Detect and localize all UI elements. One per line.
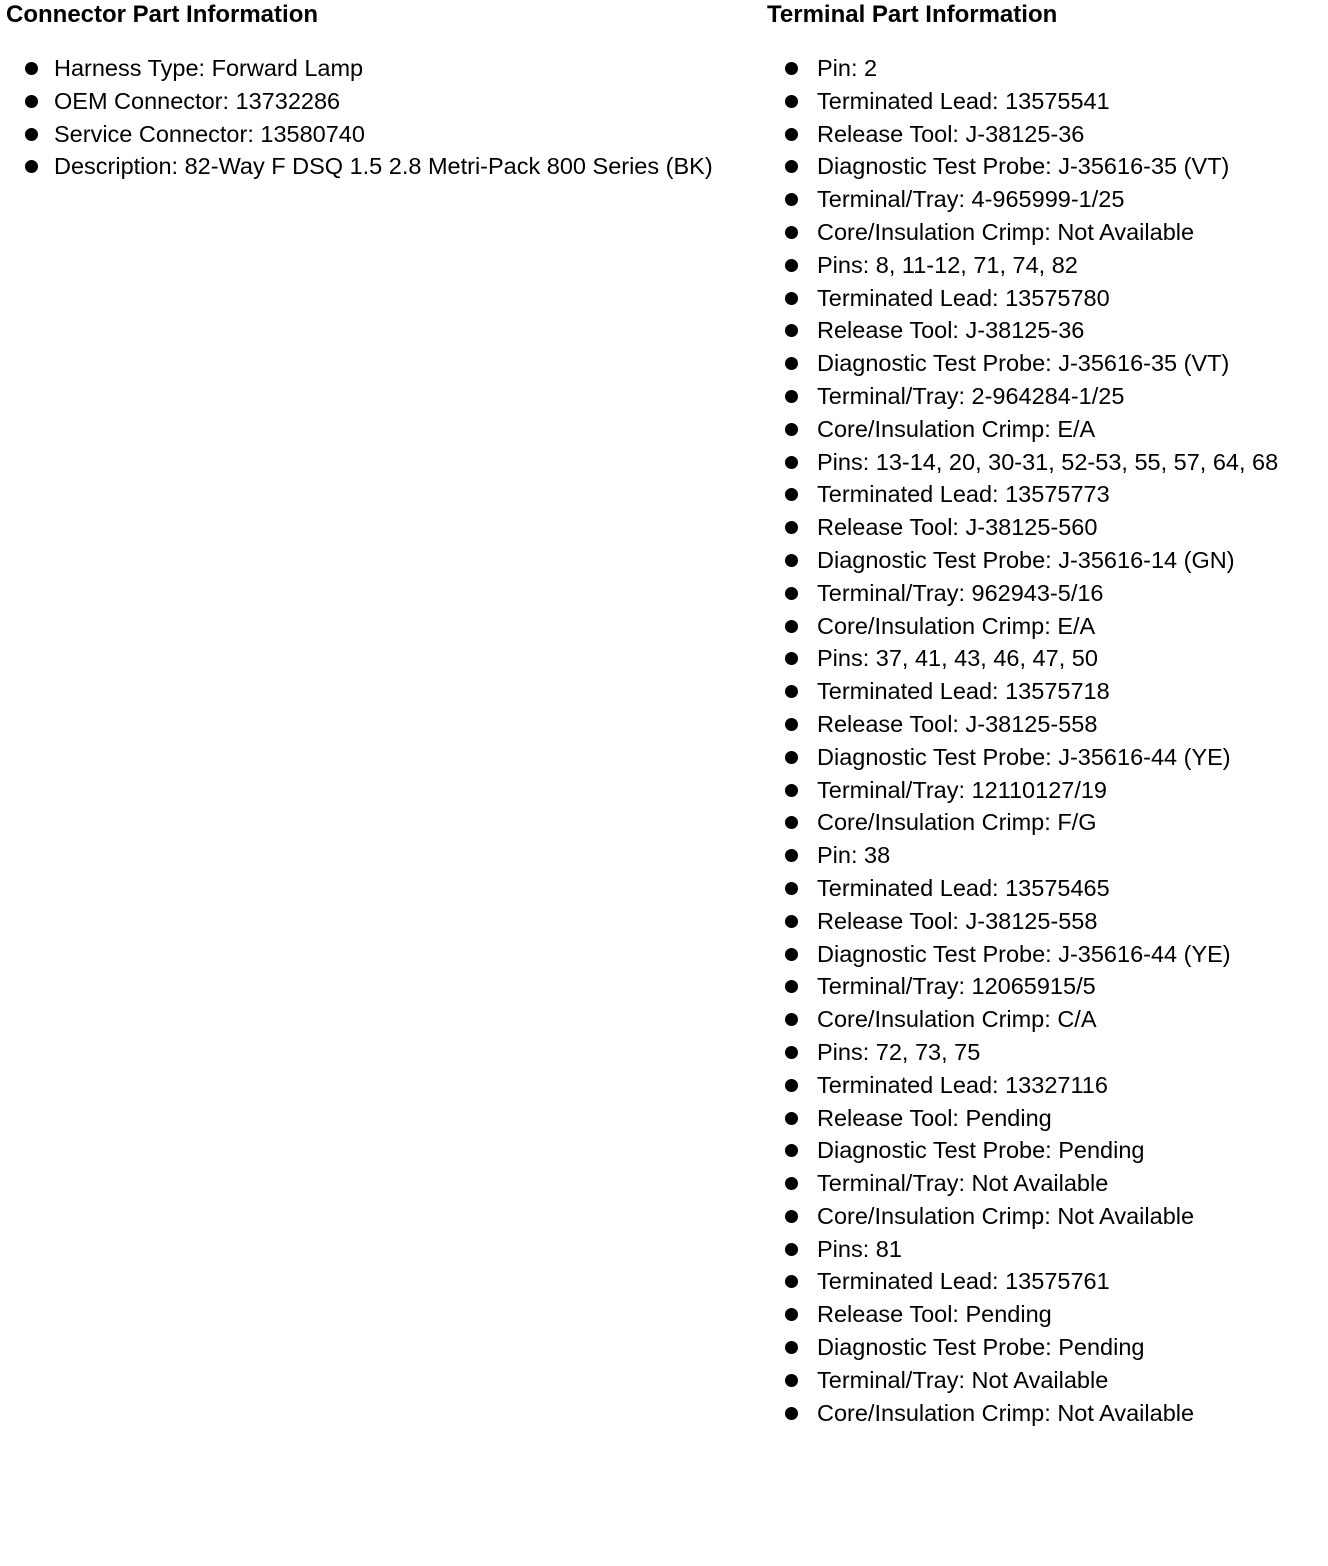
- terminal-info-item: [767, 642, 1327, 675]
- terminal-group: [767, 446, 1327, 643]
- terminal-info-text: Terminal/Tray: 2-964284-1/25: [817, 382, 1125, 409]
- terminal-info-text: Terminal/Tray: Not Available: [817, 1366, 1109, 1393]
- bullet-icon: [785, 620, 798, 633]
- terminal-part-information-section: [767, 0, 1327, 1429]
- bullet-icon: [785, 980, 798, 993]
- terminal-info-item: [767, 774, 1327, 807]
- bullet-icon: [785, 587, 798, 600]
- bullet-icon: [785, 1407, 798, 1420]
- bullet-icon: [785, 1210, 798, 1223]
- bullet-icon: [785, 521, 798, 534]
- bullet-icon: [785, 488, 798, 501]
- bullet-icon: [785, 1341, 798, 1354]
- terminal-info-text: Core/Insulation Crimp: C/A: [817, 1006, 1097, 1033]
- terminal-info-item: [767, 52, 1327, 85]
- terminal-group: [767, 1233, 1327, 1430]
- connector-info-text: Description: 82-Way F DSQ 1.5 2.8 Metri-Pack 800 Series (BK): [54, 153, 713, 180]
- bullet-icon: [785, 95, 798, 108]
- bullet-icon: [785, 1112, 798, 1125]
- connector-info-item: [6, 85, 761, 118]
- terminal-info-item: [767, 675, 1327, 708]
- terminal-info-text: Core/Insulation Crimp: Not Available: [817, 218, 1195, 245]
- terminal-info-item: [767, 1397, 1327, 1430]
- bullet-icon: [25, 95, 38, 108]
- bullet-icon: [785, 751, 798, 764]
- terminal-info-text: Pin: 2: [817, 55, 878, 81]
- terminal-info-text: Diagnostic Test Probe: J-35616-44 (YE): [817, 743, 1231, 770]
- terminal-info-text: Pins: 37, 41, 43, 46, 47, 50: [817, 645, 1098, 672]
- connector-info-item: [6, 52, 761, 85]
- terminal-info-item: [767, 544, 1327, 577]
- terminal-info-text: Release Tool: J-38125-560: [817, 514, 1098, 541]
- connector-info-list: [6, 52, 761, 183]
- bullet-icon: [785, 1177, 798, 1190]
- terminal-info-text: Diagnostic Test Probe: J-35616-14 (GN): [817, 546, 1235, 573]
- terminal-info-item: [767, 741, 1327, 774]
- terminal-info-item: [767, 1298, 1327, 1331]
- terminal-info-item: [767, 905, 1327, 938]
- bullet-icon: [785, 160, 798, 173]
- bullet-icon: [785, 849, 798, 862]
- terminal-info-item: [767, 85, 1327, 118]
- terminal-info-item: [767, 1102, 1327, 1135]
- terminal-info-text: Core/Insulation Crimp: F/G: [817, 809, 1097, 836]
- terminal-info-item: [767, 938, 1327, 971]
- terminal-info-text: Terminated Lead: 13575541: [817, 87, 1110, 114]
- bullet-icon: [785, 324, 798, 337]
- terminal-group: [767, 642, 1327, 839]
- bullet-icon: [785, 915, 798, 928]
- terminal-info-text: Terminal/Tray: Not Available: [817, 1170, 1109, 1197]
- terminal-info-text: Release Tool: J-38125-558: [817, 710, 1098, 737]
- terminal-info-item: [767, 216, 1327, 249]
- bullet-icon: [785, 1308, 798, 1321]
- terminal-info-text: Core/Insulation Crimp: E/A: [817, 612, 1096, 639]
- terminal-info-text: Terminal/Tray: 962943-5/16: [817, 579, 1104, 606]
- bullet-icon: [25, 128, 38, 141]
- connector-info-text: Service Connector: 13580740: [54, 120, 365, 147]
- bullet-icon: [785, 948, 798, 961]
- bullet-icon: [785, 259, 798, 272]
- terminal-info-item: [767, 610, 1327, 643]
- terminal-info-item: [767, 1331, 1327, 1364]
- bullet-icon: [25, 160, 38, 173]
- terminal-info-text: Core/Insulation Crimp: Not Available: [817, 1202, 1195, 1229]
- terminal-info-text: Diagnostic Test Probe: Pending: [817, 1137, 1145, 1164]
- terminal-info-text: Terminated Lead: 13575780: [817, 284, 1110, 311]
- bullet-icon: [785, 1374, 798, 1387]
- bullet-icon: [785, 1275, 798, 1288]
- terminal-info-text: Terminal/Tray: 4-965999-1/25: [817, 186, 1125, 213]
- terminal-info-item: [767, 478, 1327, 511]
- bullet-icon: [785, 652, 798, 665]
- terminal-heading: Terminal Part Information: [767, 1, 1058, 28]
- terminal-info-item: [767, 314, 1327, 347]
- bullet-icon: [785, 226, 798, 239]
- terminal-info-item: [767, 249, 1327, 282]
- terminal-info-text: Diagnostic Test Probe: J-35616-44 (YE): [817, 940, 1231, 967]
- terminal-info-text: Pins: 72, 73, 75: [817, 1038, 981, 1065]
- terminal-info-item: [767, 970, 1327, 1003]
- connector-heading: Connector Part Information: [6, 1, 319, 28]
- bullet-icon: [785, 554, 798, 567]
- bullet-icon: [785, 784, 798, 797]
- terminal-group: [767, 1036, 1327, 1233]
- bullet-icon: [785, 390, 798, 403]
- terminal-info-item: [767, 1036, 1327, 1069]
- connector-info-item: [6, 118, 761, 151]
- terminal-info-item: [767, 511, 1327, 544]
- terminal-info-item: [767, 1364, 1327, 1397]
- terminal-info-text: Release Tool: Pending: [817, 1301, 1052, 1328]
- bullet-icon: [785, 423, 798, 436]
- terminal-info-item: [767, 183, 1327, 216]
- bullet-icon: [785, 718, 798, 731]
- terminal-info-text: Terminated Lead: 13575718: [817, 678, 1110, 705]
- terminal-info-item: [767, 1200, 1327, 1233]
- terminal-info-text: Diagnostic Test Probe: J-35616-35 (VT): [817, 350, 1230, 377]
- bullet-icon: [785, 1144, 798, 1157]
- terminal-info-text: Terminated Lead: 13327116: [817, 1071, 1108, 1098]
- terminal-info-item: [767, 1167, 1327, 1200]
- terminal-info-text: Pins: 8, 11-12, 71, 74, 82: [817, 251, 1078, 278]
- terminal-info-item: [767, 1265, 1327, 1298]
- bullet-icon: [785, 816, 798, 829]
- terminal-info-text: Terminal/Tray: 12065915/5: [817, 973, 1096, 1000]
- terminal-info-item: [767, 577, 1327, 610]
- terminal-group: [767, 839, 1327, 1036]
- bullet-icon: [785, 882, 798, 895]
- terminal-info-text: Terminated Lead: 13575773: [817, 481, 1110, 508]
- terminal-info-item: [767, 1233, 1327, 1266]
- bullet-icon: [25, 62, 38, 75]
- terminal-info-item: [767, 806, 1327, 839]
- terminal-info-text: Terminated Lead: 13575465: [817, 874, 1110, 901]
- bullet-icon: [785, 128, 798, 141]
- terminal-info-text: Terminated Lead: 13575761: [817, 1268, 1110, 1295]
- terminal-group: [767, 249, 1327, 446]
- connector-info-text: Harness Type: Forward Lamp: [54, 55, 364, 81]
- bullet-icon: [785, 1243, 798, 1256]
- terminal-info-text: Core/Insulation Crimp: Not Available: [817, 1399, 1195, 1426]
- terminal-info-item: [767, 413, 1327, 446]
- terminal-info-text: Release Tool: J-38125-36: [817, 317, 1085, 344]
- terminal-info-text: Pins: 13-14, 20, 30-31, 52-53, 55, 57, 64, 68: [817, 448, 1279, 475]
- terminal-info-item: [767, 380, 1327, 413]
- connector-part-information-section: [6, 0, 761, 183]
- bullet-icon: [785, 193, 798, 206]
- terminal-info-text: Diagnostic Test Probe: J-35616-35 (VT): [817, 153, 1230, 180]
- terminal-info-item: [767, 1069, 1327, 1102]
- terminal-info-text: Terminal/Tray: 12110127/19: [817, 776, 1107, 803]
- terminal-group: [767, 52, 1327, 249]
- terminal-info-item: [767, 118, 1327, 151]
- bullet-icon: [785, 685, 798, 698]
- terminal-info-item: [767, 150, 1327, 183]
- terminal-info-text: Pins: 81: [817, 1235, 902, 1262]
- terminal-groups: [767, 52, 1327, 1429]
- terminal-info-item: [767, 839, 1327, 872]
- terminal-info-text: Pin: 38: [817, 842, 891, 869]
- bullet-icon: [785, 1013, 798, 1026]
- bullet-icon: [785, 456, 798, 469]
- bullet-icon: [785, 357, 798, 370]
- terminal-info-item: [767, 872, 1327, 905]
- terminal-info-item: [767, 282, 1327, 315]
- terminal-info-text: Diagnostic Test Probe: Pending: [817, 1334, 1145, 1361]
- bullet-icon: [785, 292, 798, 305]
- connector-info-text: OEM Connector: 13732286: [54, 87, 341, 114]
- bullet-icon: [785, 1079, 798, 1092]
- terminal-info-text: Release Tool: J-38125-36: [817, 120, 1085, 147]
- terminal-info-item: [767, 1003, 1327, 1036]
- terminal-info-item: [767, 446, 1327, 479]
- bullet-icon: [785, 62, 798, 75]
- terminal-info-item: [767, 708, 1327, 741]
- terminal-info-text: Core/Insulation Crimp: E/A: [817, 415, 1096, 442]
- terminal-info-item: [767, 1134, 1327, 1167]
- terminal-info-item: [767, 347, 1327, 380]
- connector-info-item: [6, 150, 761, 183]
- terminal-info-text: Release Tool: J-38125-558: [817, 907, 1098, 934]
- bullet-icon: [785, 1046, 798, 1059]
- terminal-info-text: Release Tool: Pending: [817, 1104, 1052, 1131]
